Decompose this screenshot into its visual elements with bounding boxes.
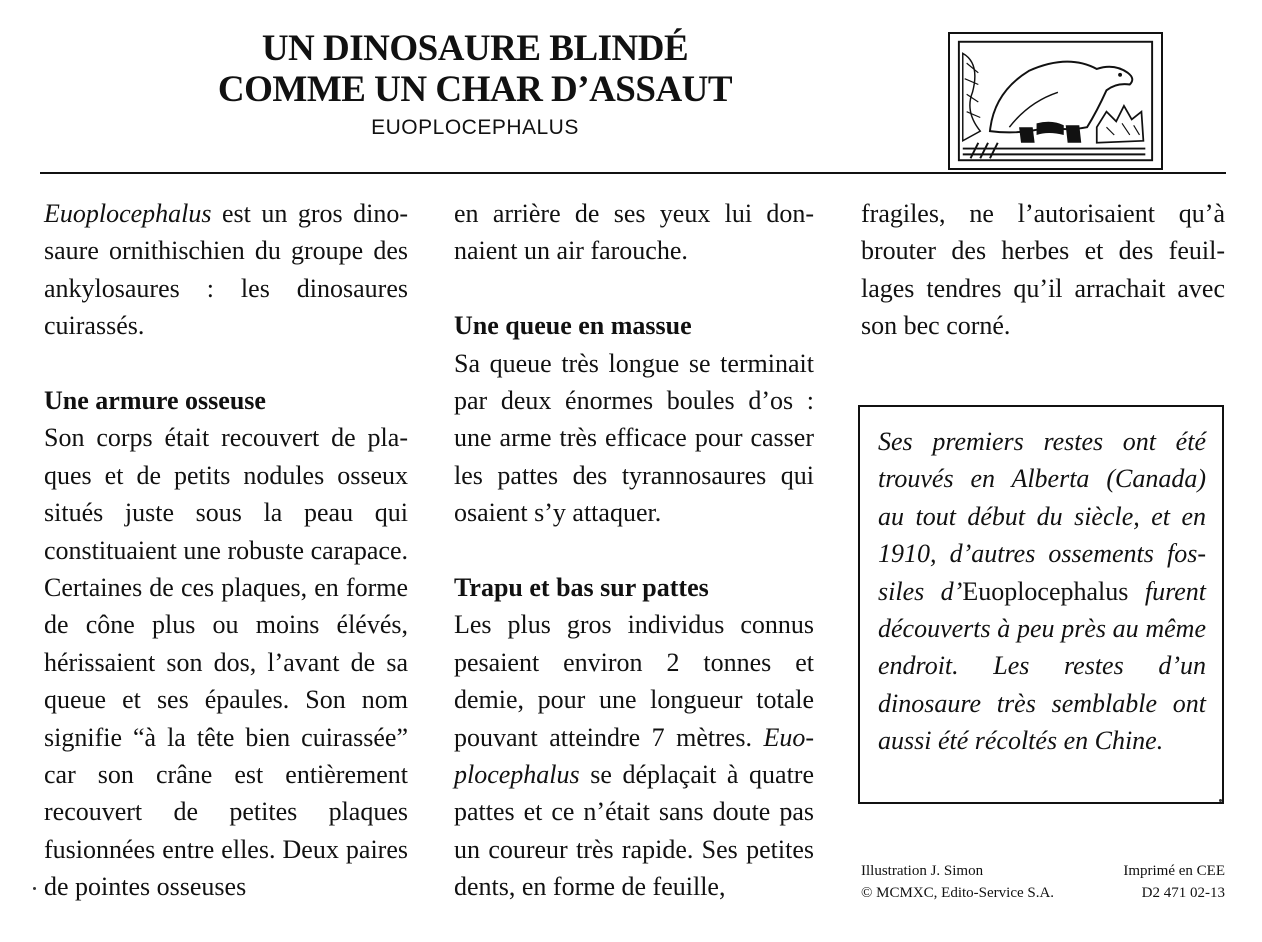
genus-name: Euoplocephalus: [44, 199, 212, 228]
section-text-stocky-b: se déplaçait à quatre pattes et ce n’était sans doute pas un coureur très rapide. Ses petites dents, en forme de feuille,: [454, 760, 814, 902]
intro-text: est un gros dinosaure ornithischien du groupe des ankylosaures : les dinosaures cuirassés.: [44, 199, 408, 341]
illustration-credit: Illustration J. Simon: [861, 863, 984, 879]
sidebar-text-a: Ses premiers restes ont été trouvés en Alberta (Canada) au tout début du siècle, et en 1910, d’autres ossements fossiles d’: [878, 427, 1206, 606]
section-heading-stocky: Trapu et bas sur pattes: [454, 573, 709, 603]
speck-mark: [33, 887, 36, 890]
continuation-paragraph: en arrière de ses yeux lui donnaient un air farouche.: [454, 199, 814, 266]
printed-in: Imprimé en CEE: [1123, 863, 1225, 879]
section-text-armor: Son corps était recouvert de plaques et de petits nodules osseux situés juste sous la peau qui constituaient une robuste carapace. Certaines de ces plaques, en forme de cône plus ou moins élévés, hérissaient son dos, l’avant de sa queue et ses épaules. Son nom signifie “à la tête bien cuirassée” car son crâne est entièrement recouvert de petites plaques fusionnées entre elles. Deux paires de pointes osseuses: [44, 423, 408, 902]
title-line-1: UN DINOSAURE BLINDÉ: [261, 28, 689, 69]
text-column-2: [454, 195, 814, 906]
page-subtitle: EUOPLOCEPHALUS: [371, 116, 579, 139]
text-column-1: [44, 195, 408, 906]
section-text-stocky-a: Les plus gros individus connus pesaient environ 2 tonnes et demie, pour une longueur totale pouvant atteindre 7 mètres.: [454, 610, 814, 752]
dinosaur-illustration-icon: [948, 32, 1163, 170]
continuation-paragraph-2: fragiles, ne l’autorisaient qu’à brouter des herbes et des feuillages tendres qu’il arrachait avec son bec corné.: [861, 199, 1225, 341]
text-column-3: [861, 195, 1225, 345]
sidebar-box: [858, 405, 1224, 804]
page-title: [120, 28, 830, 110]
title-line-2: COMME UN CHAR D’ASSAUT: [217, 69, 733, 110]
header-divider: [40, 172, 1226, 174]
footer-credits: [861, 860, 1054, 904]
sidebar-text-b: furent découverts à peu près au même endroit. Les restes d’un dinosaure très semblable ont aussi été récoltés en Chine.: [878, 576, 1206, 756]
speck-mark: [1219, 799, 1222, 802]
footer-print-info: [1070, 860, 1225, 904]
genus-name-italic: Euoplocephalus: [454, 722, 814, 790]
section-text-stocky: [454, 606, 814, 905]
reference-code: D2 471 02-13: [1141, 885, 1225, 901]
section-heading-tail: Une queue en massue: [454, 311, 692, 341]
intro-paragraph: [44, 195, 408, 345]
section-text-tail: Sa queue très longue se terminait par deux énormes boules d’os : une arme très efficace pour casser les pattes des tyrannosaures qui osaient s’y attaquer.: [454, 348, 814, 528]
sidebar-genus: Euoplocephalus: [962, 576, 1129, 606]
section-heading-armor: Une armure osseuse: [44, 386, 266, 416]
copyright: © MCMXC, Edito-Service S.A.: [861, 885, 1055, 901]
